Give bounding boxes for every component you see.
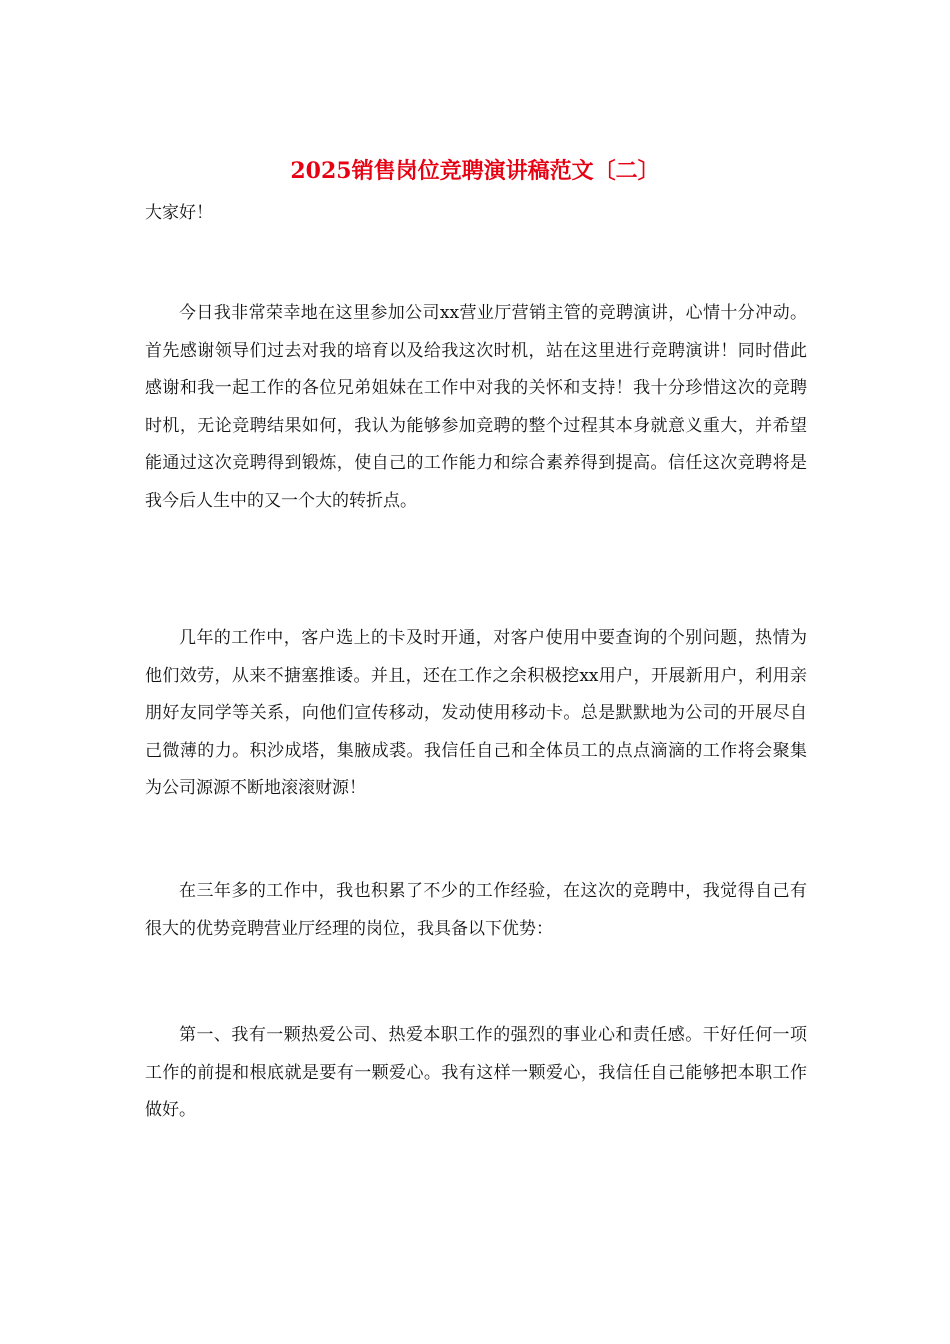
greeting: 大家好！ — [145, 203, 213, 223]
paragraph-3: 在三年多的工作中，我也积累了不少的工作经验，在这次的竞聘中，我觉得自己有很大的优势竞聘营业厅经理的岗位，我具备以下优势： — [145, 881, 807, 939]
paragraph-4: 第一、我有一颗热爱公司、热爱本职工作的强烈的事业心和责任感。干好任何一项工作的前提和根底就是要有一颗爱心。我有这样一颗爱心，我信任自己能够把本职工作做好。 — [145, 1025, 807, 1120]
paragraph-2: 几年的工作中，客户选上的卡及时开通，对客户使用中要查询的个别问题，热情为他们效劳，从来不搪塞推诿。并且，还在工作之余积极挖xx用户，开展新用户，利用亲朋好友同学等关系，向他们宣传移动，发动使用移动卡。总是默默地为公司的开展尽自己微薄的力。积沙成塔，集腋成裘。我信任自己和全体员工的点点滴滴的工作将会聚集为公司源源不断地滚滚财源！ — [145, 628, 807, 798]
paragraph-1: 今日我非常荣幸地在这里参加公司xx营业厅营销主管的竞聘演讲，心情十分冲动。首先感谢领导们过去对我的培育以及给我这次时机，站在这里进行竞聘演讲！同时借此感谢和我一起工作的各位兄弟姐妹在工作中对我的关怀和支持！我十分珍惜这次的竞聘时机，无论竞聘结果如何，我认为能够参加竞聘的整个过程其本身就意义重大，并希望能通过这次竞聘得到锻炼，使自己的工作能力和综合素养得到提高。信任这次竞聘将是我今后人生中的又一个大的转折点。 — [145, 303, 807, 511]
document-title: 2025销售岗位竞聘演讲稿范文〔二〕 — [290, 158, 660, 184]
